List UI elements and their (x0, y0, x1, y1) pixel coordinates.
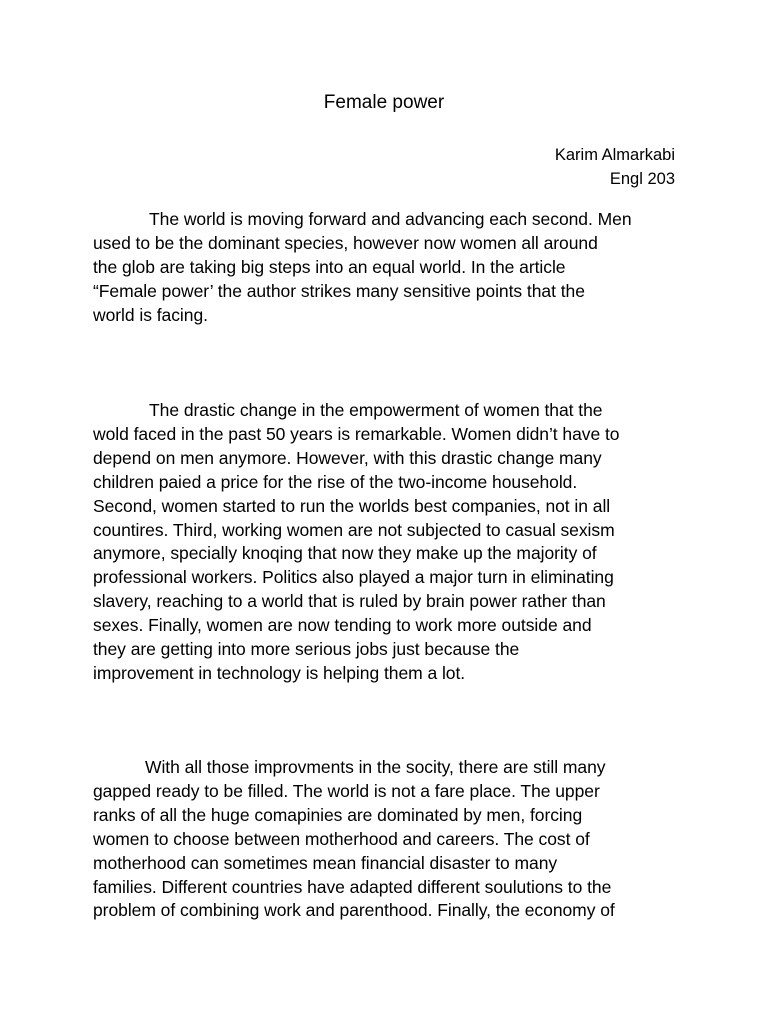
paragraph-line: With all those improvments in the socity, there are still many (145, 757, 606, 777)
paragraph-line: Second, women started to run the worlds best companies, not in all (93, 495, 611, 516)
paragraph-line: problem of combining work and parenthood. Finally, the economy of (93, 900, 615, 921)
author-block (555, 143, 675, 191)
paragraph-line: depend on men anymore. However, with this drastic change many (93, 447, 602, 468)
paragraph-line: world is facing. (93, 304, 208, 325)
paragraph-line: ranks of all the huge comapinies are dominated by men, forcing (93, 804, 583, 825)
paragraph-line: gapped ready to be filled. The world is not a fare place. The upper (93, 780, 600, 801)
paragraph-line: anymore, specially knoqing that now they make up the majority of (93, 543, 597, 564)
paragraph-line: women to choose between motherhood and careers. The cost of (93, 828, 590, 849)
paragraph-1 (93, 208, 678, 328)
paragraph-line: “Female power’ the author strikes many sensitive points that the (93, 280, 585, 301)
paragraph-line: they are getting into more serious jobs just because the (93, 639, 520, 660)
paragraph-line: professional workers. Politics also played a major turn in eliminating (93, 567, 614, 588)
paragraph-line: motherhood can sometimes mean financial disaster to many (93, 852, 558, 873)
author-name: Karim Almarkabi (554, 146, 675, 164)
document-title: Female power (323, 92, 445, 113)
paragraph-line: The drastic change in the empowerment of women that the (149, 400, 603, 420)
paragraph-line: improvement in technology is helping them a lot. (93, 662, 466, 683)
paragraph-line: families. Different countries have adapted different soulutions to the (93, 876, 612, 897)
paragraph-3 (93, 756, 678, 923)
paragraph-line: The world is moving forward and advancing each second. Men (149, 209, 632, 229)
paragraph-2 (93, 399, 678, 686)
course-code: Engl 203 (609, 170, 675, 188)
paragraph-line: countires. Third, working women are not subjected to casual sexism (93, 519, 615, 540)
paragraph-line: sexes. Finally, women are now tending to work more outside and (93, 615, 592, 636)
paragraph-line: children paied a price for the rise of the two-income household. (93, 471, 578, 492)
paragraph-line: used to be the dominant species, however now women all around (93, 232, 598, 253)
paragraph-line: wold faced in the past 50 years is remarkable. Women didn’t have to (93, 423, 620, 444)
paragraph-line: the glob are taking big steps into an equal world. In the article (93, 256, 566, 277)
paragraph-line: slavery, reaching to a world that is ruled by brain power rather than (93, 591, 606, 612)
